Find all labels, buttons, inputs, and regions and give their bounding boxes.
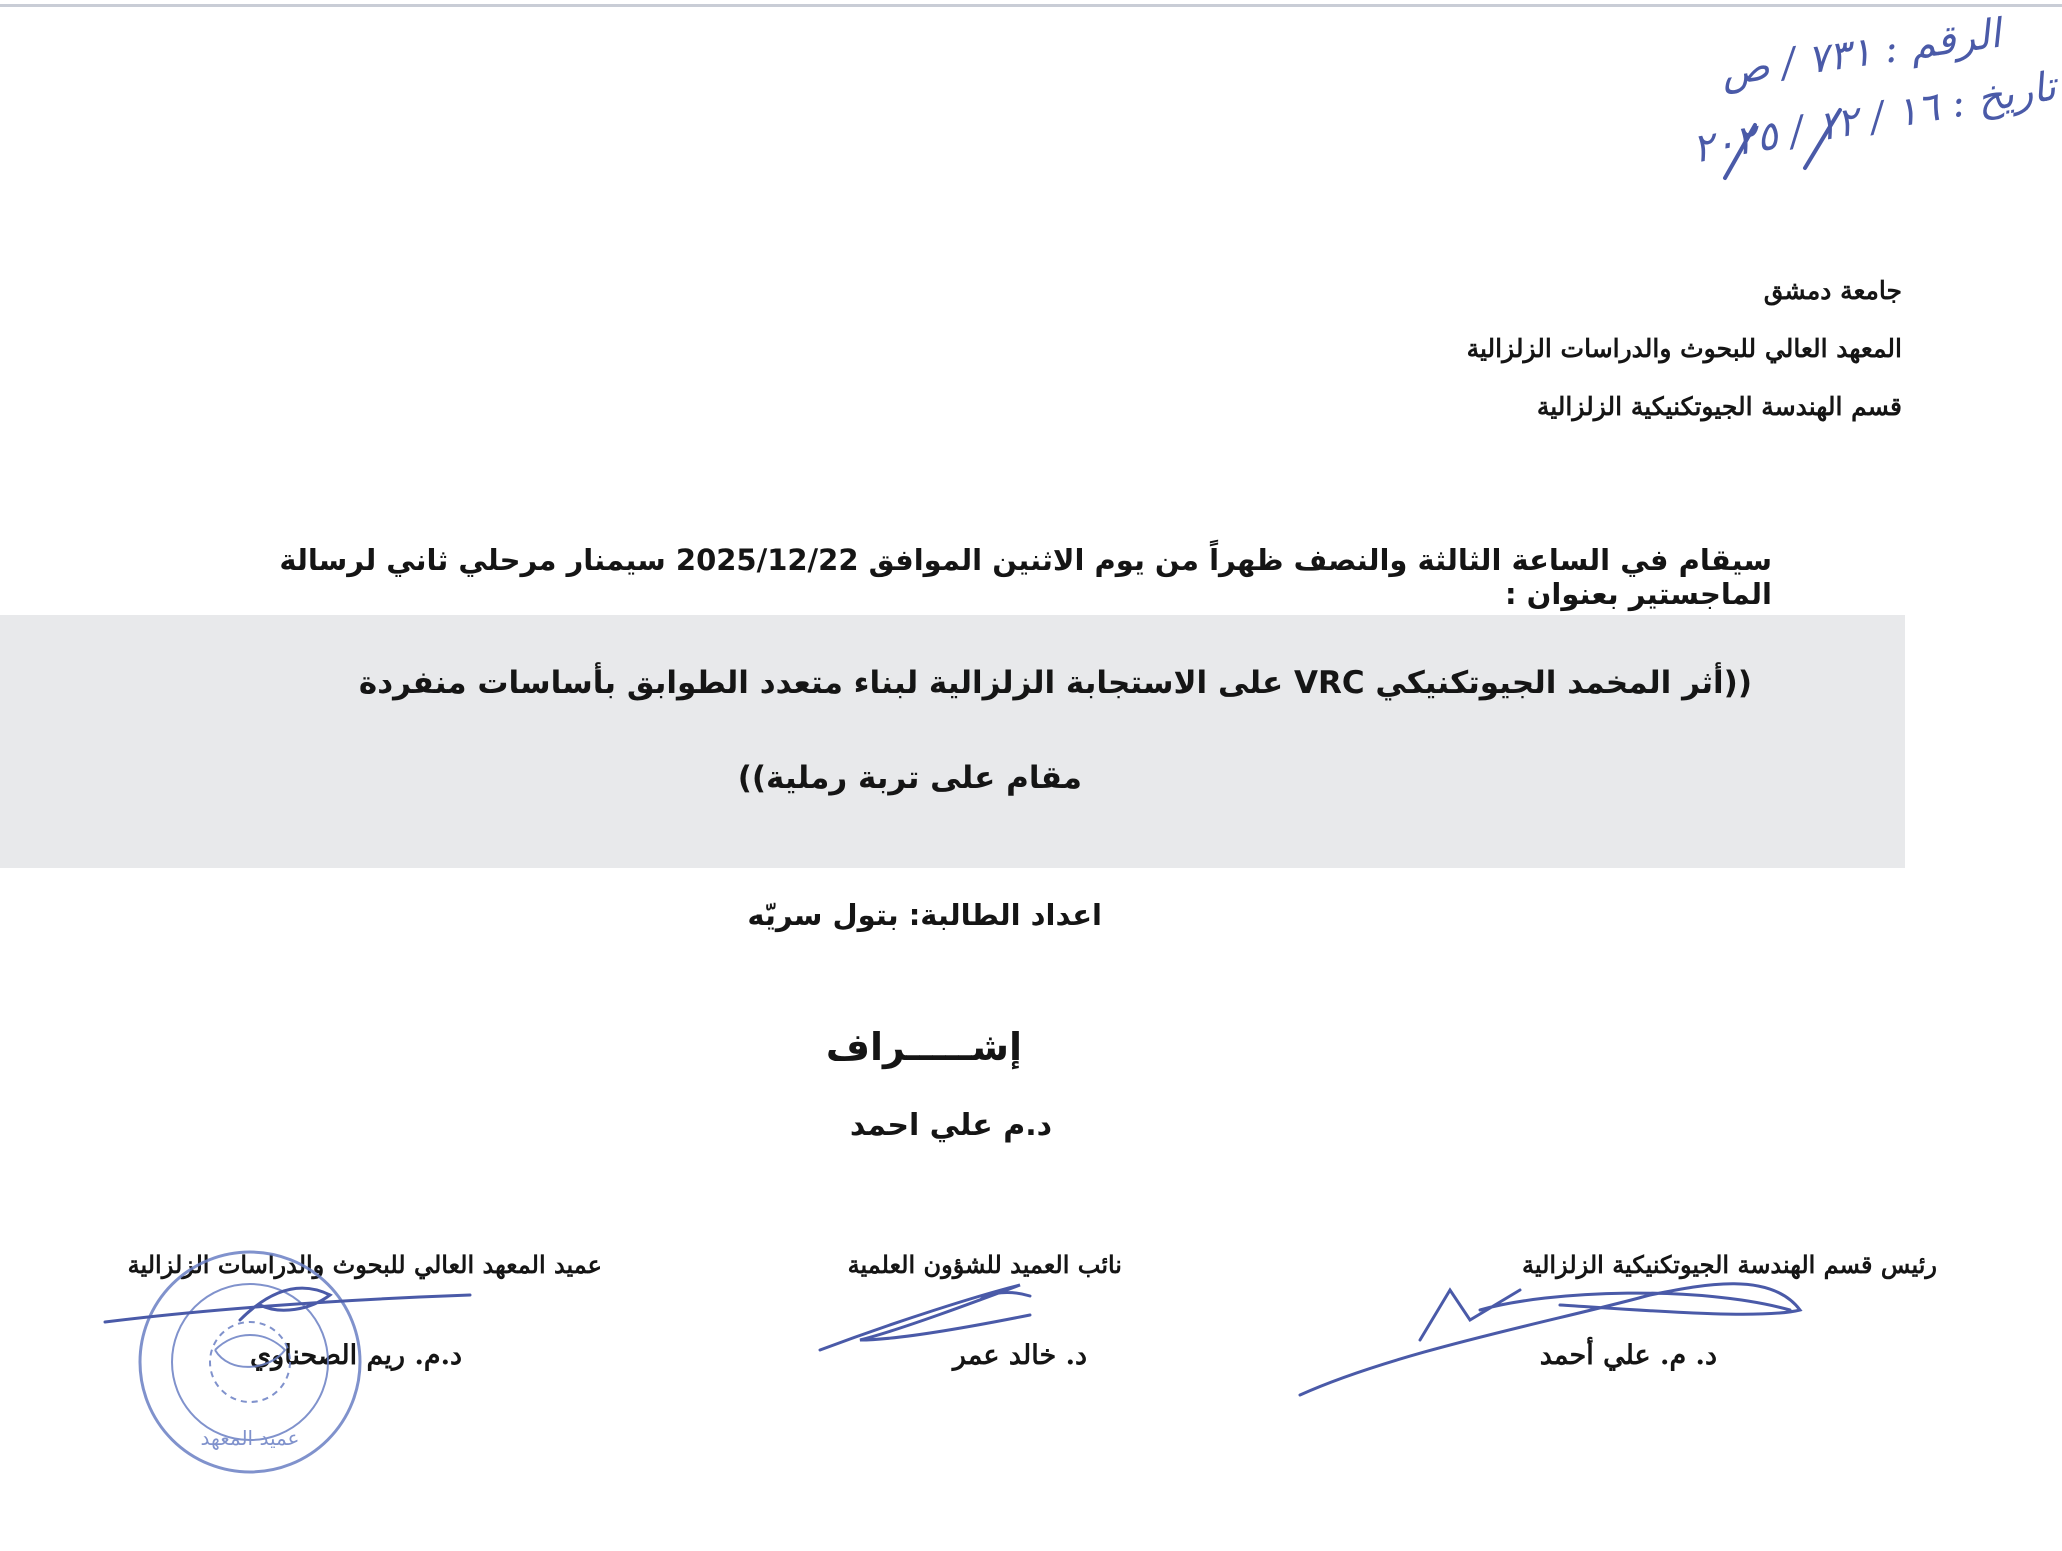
department-name: قسم الهندسة الجيوتكنيكية الزلزالية: [1536, 392, 1902, 421]
signature-title-dean: عميد المعهد العالي للبحوث والدراسات الزلزالية: [127, 1250, 602, 1279]
signature-title-vice-dean: نائب العميد للشؤون العلمية: [847, 1250, 1122, 1279]
thesis-title-band: [0, 615, 1905, 868]
student-name: اعداد الطالبة: بتول سريّه: [747, 898, 1102, 932]
signature-dean: [105, 1288, 470, 1322]
scan-top-edge: [0, 4, 2062, 7]
signature-name-department-head: د. م. علي أحمد: [1539, 1340, 1717, 1371]
thesis-title-line-2: مقام على تربة رملية)): [737, 760, 1082, 796]
handwritten-reference-number: الرقم : ٧٣١ / ص: [1718, 10, 2004, 96]
supervision-heading: إشـــــراف: [825, 1025, 1022, 1069]
thesis-title-line-1: ((أثر المخمد الجيوتكنيكي VRC على الاستجابة الزلزالية لبناء متعدد الطوابق بأساسات منفردة: [358, 665, 1752, 701]
signature-title-department-head: رئيس قسم الهندسة الجيوتكنيكية الزلزالية: [1521, 1250, 1937, 1279]
signature-name-dean: د.م. ريم الصحناوي: [250, 1340, 462, 1371]
supervisor-name: د.م علي احمد: [849, 1108, 1052, 1143]
handwritten-date: تاريخ : ١٦ / ١٢ / ٢٠٢٥: [1688, 63, 2060, 173]
signature-name-vice-dean: د. خالد عمر: [952, 1340, 1087, 1371]
seal-caption: عميد المعهد: [200, 1426, 300, 1450]
university-name: جامعة دمشق: [1763, 276, 1902, 305]
seminar-announcement: سيقام في الساعة الثالثة والنصف ظهراً من يوم الاثنين الموافق 2025/12/22 سيمنار مرحلي ثاني لرسالة الماجستير بعنوان :: [279, 543, 1772, 611]
institute-name: المعهد العالي للبحوث والدراسات الزلزالية: [1466, 334, 1902, 363]
